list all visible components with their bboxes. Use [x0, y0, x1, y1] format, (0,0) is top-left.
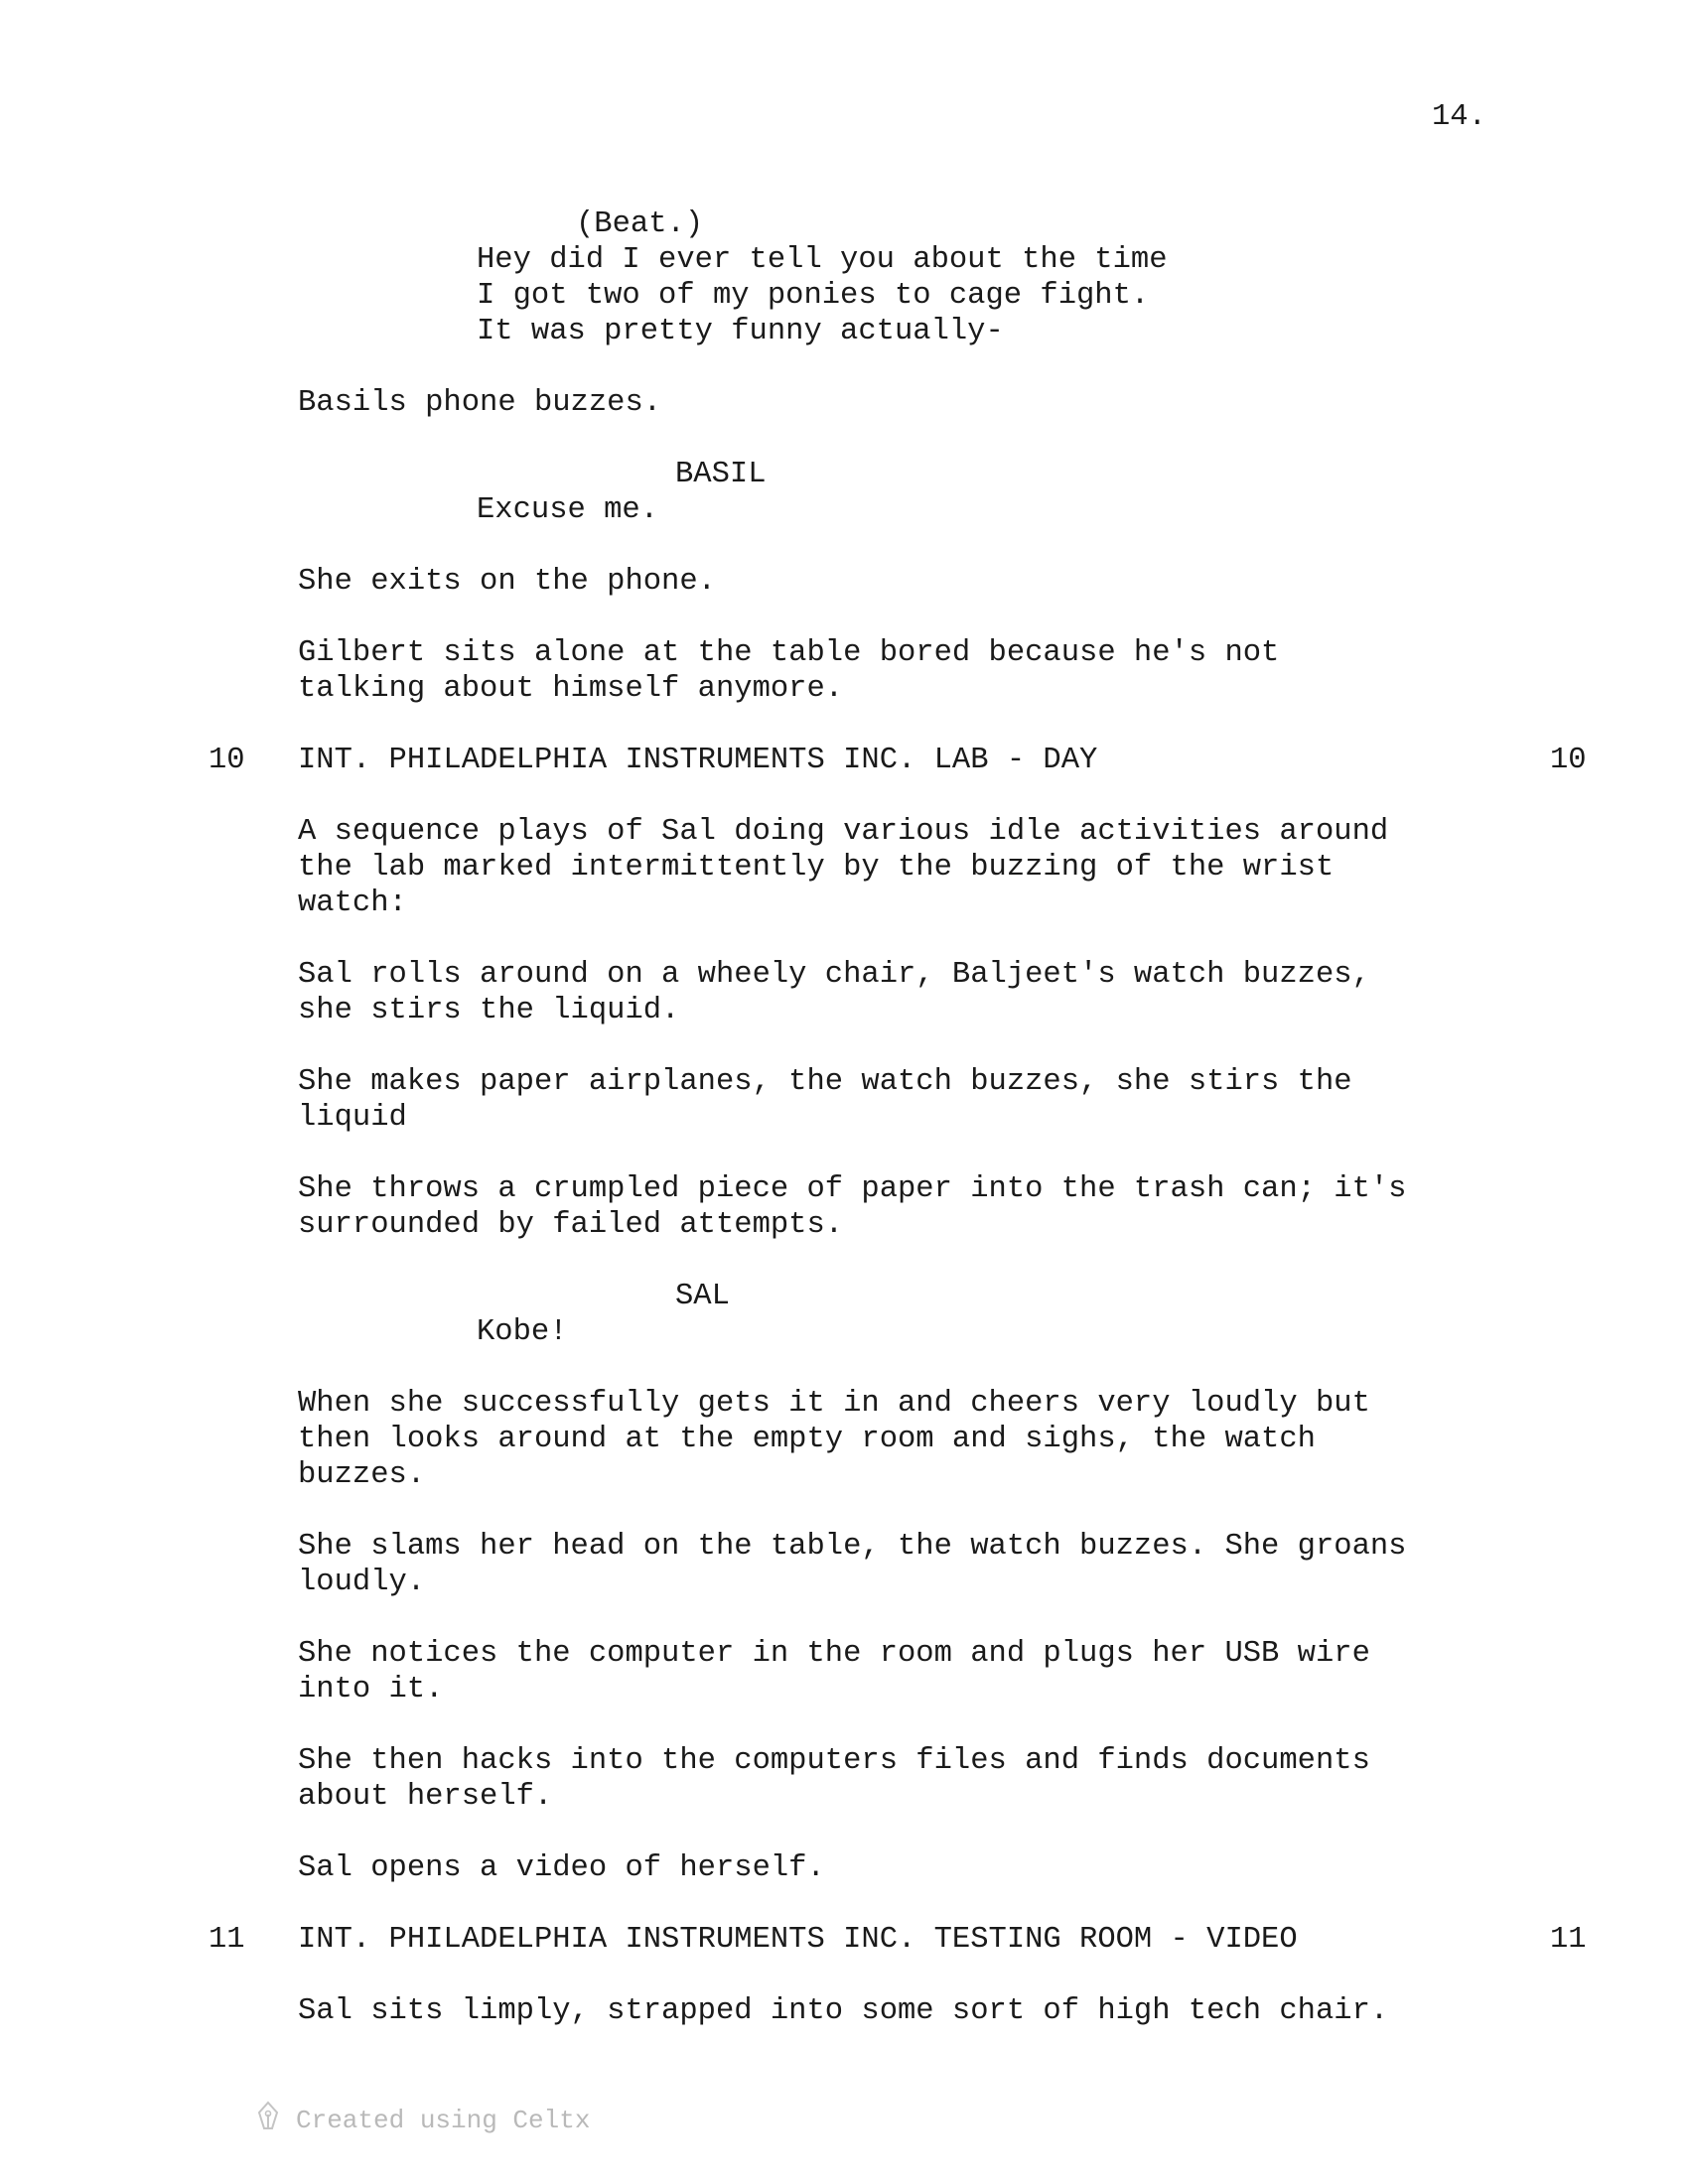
action-line: then looks around at the empty room and sighs, the watch: [298, 1423, 1316, 1456]
action-line: into it.: [298, 1673, 444, 1706]
action-line: talking about himself anymore.: [298, 672, 844, 706]
character-name: BASIL: [675, 458, 767, 491]
action-line: loudly.: [298, 1566, 426, 1599]
action-line: She notices the computer in the room and plugs her USB wire: [298, 1637, 1370, 1671]
action-line: watch:: [298, 887, 407, 920]
action-line: She makes paper airplanes, the watch buzzes, she stirs the: [298, 1065, 1352, 1099]
dialogue-line: I got two of my ponies to cage fight.: [477, 279, 1150, 313]
dialogue-line: It was pretty funny actually-: [477, 315, 1004, 348]
action-line: She slams her head on the table, the watch buzzes. She groans: [298, 1530, 1407, 1564]
dialogue-line: Hey did I ever tell you about the time: [477, 243, 1168, 277]
action-line: she stirs the liquid.: [298, 994, 680, 1027]
scene-heading: INT. PHILADELPHIA INSTRUMENTS INC. TESTING ROOM - VIDEO: [298, 1923, 1298, 1957]
scene-number-right: 10: [1550, 744, 1587, 777]
scene-number-right: 11: [1550, 1923, 1587, 1957]
action-line: Sal sits limply, strapped into some sort of high tech chair.: [298, 1994, 1389, 2028]
action-line: Sal opens a video of herself.: [298, 1851, 825, 1885]
scene-number-left: 10: [209, 744, 245, 777]
action-line: A sequence plays of Sal doing various idle activities around: [298, 815, 1389, 849]
character-name: SAL: [675, 1280, 730, 1313]
action-line: She then hacks into the computers files and finds documents: [298, 1744, 1370, 1778]
action-line: surrounded by failed attempts.: [298, 1208, 844, 1242]
action-line: Gilbert sits alone at the table bored because he's not: [298, 636, 1280, 670]
pen-nib-icon: [256, 2101, 280, 2134]
action-line: buzzes.: [298, 1458, 426, 1492]
action-line: Sal rolls around on a wheely chair, Baljeet's watch buzzes,: [298, 958, 1370, 992]
action-line: liquid: [298, 1101, 407, 1135]
dialogue-line: Kobe!: [477, 1315, 568, 1349]
action-line: She throws a crumpled piece of paper into the trash can; it's: [298, 1172, 1407, 1206]
action-line: Basils phone buzzes.: [298, 386, 662, 420]
action-line: When she successfully gets it in and cheers very loudly but: [298, 1387, 1370, 1421]
scene-heading: INT. PHILADELPHIA INSTRUMENTS INC. LAB - DAY: [298, 744, 1098, 777]
action-line: the lab marked intermittently by the buzzing of the wrist: [298, 851, 1335, 885]
action-line: She exits on the phone.: [298, 565, 716, 599]
celtx-footer: Created using Celtx: [296, 2106, 591, 2135]
scene-number-left: 11: [209, 1923, 245, 1957]
action-line: about herself.: [298, 1780, 553, 1814]
parenthetical: (Beat.): [576, 207, 704, 241]
dialogue-line: Excuse me.: [477, 493, 659, 527]
page-number: 14.: [1432, 100, 1486, 134]
